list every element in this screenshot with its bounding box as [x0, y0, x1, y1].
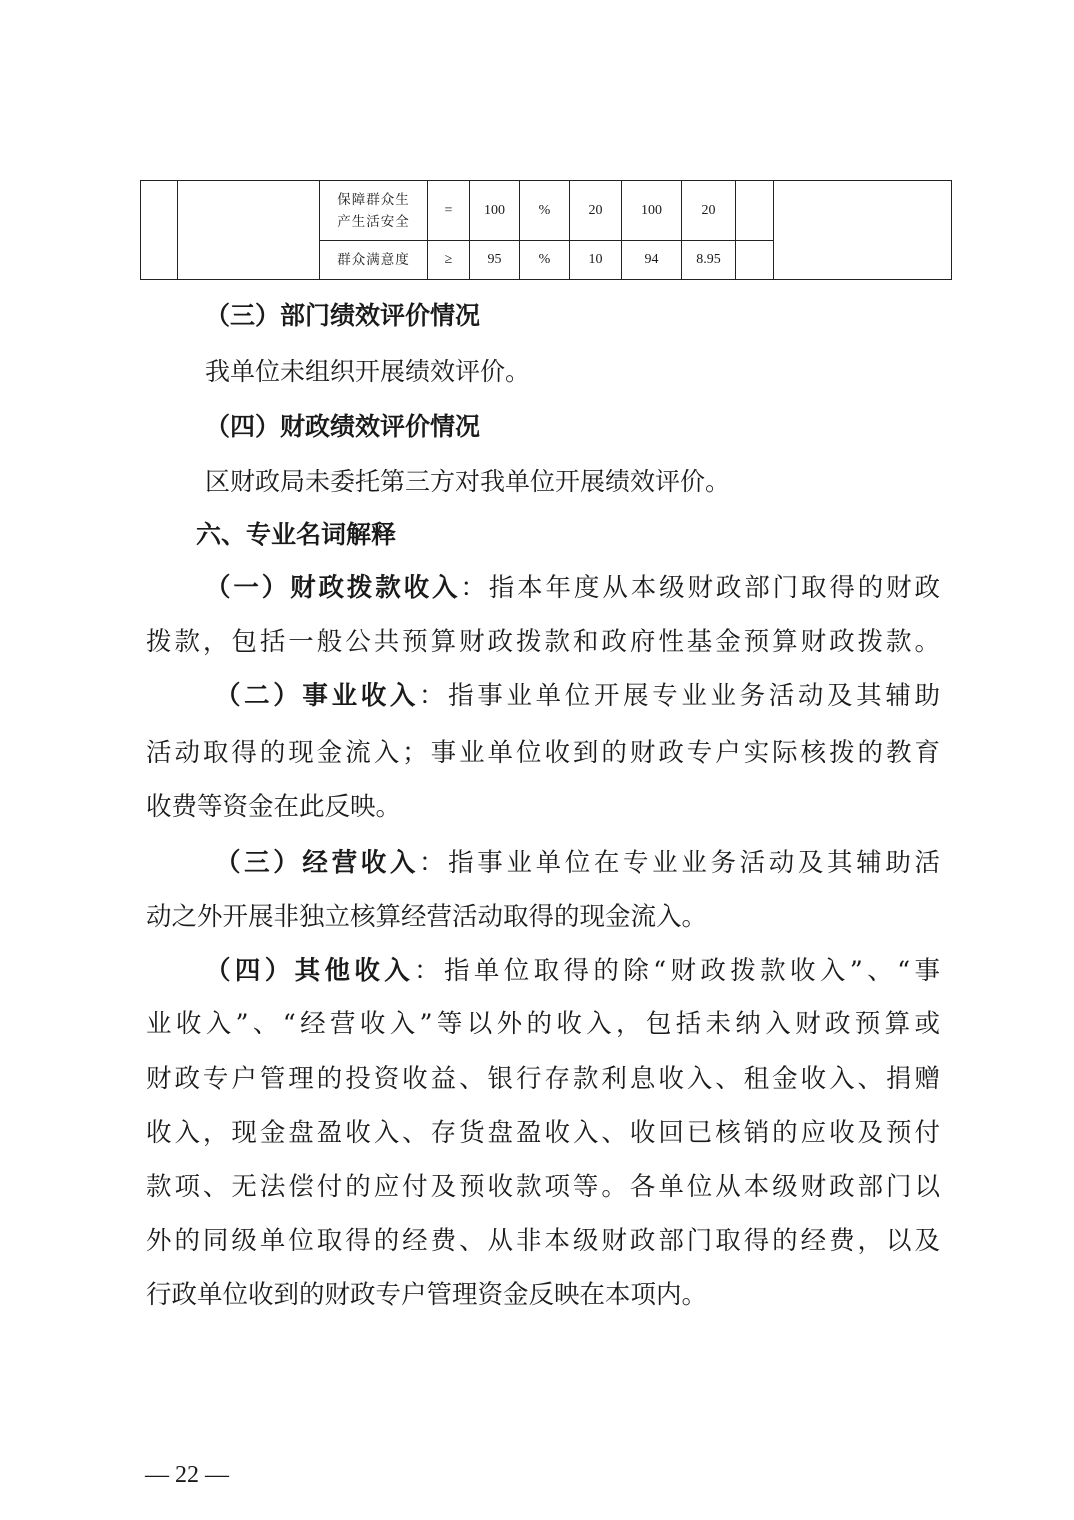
table-cell-actual: 94 — [622, 241, 682, 280]
table-cell-operator: = — [428, 181, 470, 241]
table-cell-weight: 20 — [570, 181, 622, 241]
table-cell-empty — [774, 181, 952, 280]
term-business-income: （二）事业收入：指事业单位开展专业业务活动及其辅助 — [215, 681, 940, 711]
page-number: — 22 — — [145, 1462, 229, 1488]
table-row — [141, 181, 952, 241]
table-cell-operator: ≥ — [428, 241, 470, 280]
term-label: （一）财政拨款收入 — [205, 573, 461, 603]
term-label: （三）经营收入 — [215, 848, 420, 878]
table-cell-target: 100 — [470, 181, 520, 241]
section-body-fiscal-evaluation: 区财政局未委托第三方对我单位开展绩效评价。 — [205, 467, 731, 496]
term-paragraph-line: 外的同级单位取得的经费、从非本级财政部门取得的经费，以及 — [146, 1226, 940, 1256]
term-paragraph-line: 款项、无法偿付的应付及预收款项等。各单位从本级财政部门以 — [146, 1172, 940, 1202]
section-heading-fiscal-evaluation: （四）财政绩效评价情况 — [205, 412, 481, 441]
performance-indicator-table — [140, 180, 952, 280]
section-heading-dept-evaluation: （三）部门绩效评价情况 — [205, 301, 481, 330]
table-cell-target: 95 — [470, 241, 520, 280]
section-heading-glossary: 六、专业名词解释 — [196, 520, 397, 549]
term-paragraph-line: 活动取得的现金流入；事业单位收到的财政专户实际核拨的教育 — [146, 738, 940, 768]
term-paragraph-line: 收费等资金在此反映。 — [146, 792, 402, 822]
table-cell-empty — [736, 181, 774, 241]
term-paragraph-line: 动之外开展非独立核算经营活动取得的现金流入。 — [146, 902, 708, 932]
table-cell-empty — [736, 241, 774, 280]
table-cell-indicator: 保障群众生 产生活安全 — [320, 181, 428, 241]
term-paragraph-line: 业收入”、“经营收入”等以外的收入，包括未纳入财政预算或 — [146, 1009, 940, 1039]
term-paragraph-line: 收入，现金盘盈收入、存货盘盈收入、收回已核销的应收及预付 — [146, 1118, 940, 1148]
section-body-dept-evaluation: 我单位未组织开展绩效评价。 — [205, 357, 531, 386]
term-other-income: （四）其他收入：指单位取得的除“财政拨款收入”、“事 — [205, 956, 940, 986]
table-cell-score: 20 — [682, 181, 736, 241]
table-cell-unit: % — [520, 241, 570, 280]
table-cell-empty — [178, 181, 320, 280]
table-cell-weight: 10 — [570, 241, 622, 280]
term-paragraph-line: 行政单位收到的财政专户管理资金反映在本项内。 — [146, 1280, 708, 1310]
term-fiscal-appropriation: （一）财政拨款收入：指本年度从本级财政部门取得的财政 — [205, 573, 940, 603]
table-cell-unit: % — [520, 181, 570, 241]
term-paragraph-line: 财政专户管理的投资收益、银行存款利息收入、租金收入、捐赠 — [146, 1064, 940, 1094]
term-operating-income: （三）经营收入：指事业单位在专业业务活动及其辅助活 — [215, 848, 940, 878]
term-label: （二）事业收入 — [215, 681, 420, 711]
term-label: （四）其他收入 — [205, 956, 415, 986]
term-paragraph-line: 拨款，包括一般公共预算财政拨款和政府性基金预算财政拨款。 — [146, 627, 940, 657]
table-cell-score: 8.95 — [682, 241, 736, 280]
table-cell-indicator: 群众满意度 — [320, 241, 428, 280]
table-cell-actual: 100 — [622, 181, 682, 241]
table-cell-empty — [141, 181, 178, 280]
